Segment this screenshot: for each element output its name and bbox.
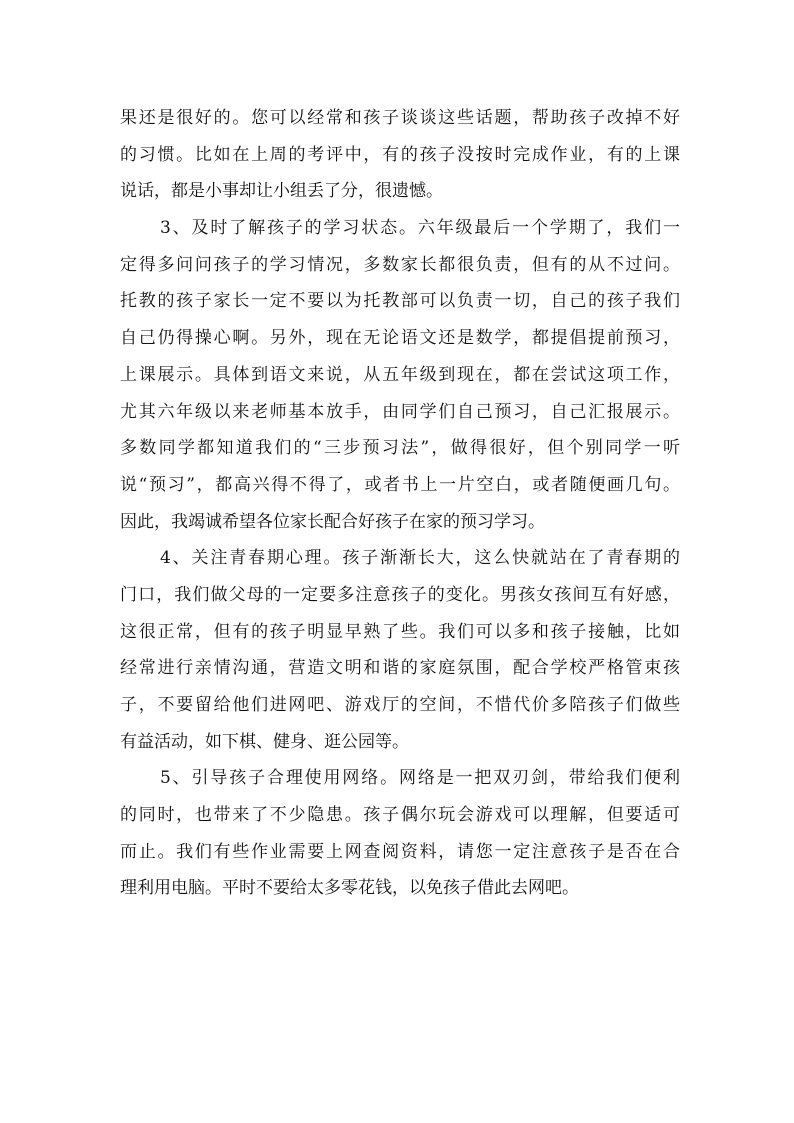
text-line: 因此，我竭诚希望各位家长配合好孩子在家的预习学习。 bbox=[120, 511, 545, 532]
text-line: 说“预习”，都高兴得不得了，或者书上一片空白，或者随便画几句。 bbox=[120, 474, 680, 495]
text-line: 经常进行亲情沟通，营造文明和谐的家庭氛围，配合学校严格管束孩 bbox=[120, 658, 680, 679]
text-line: 说话，都是小事却让小组丢了分，很遗憾。 bbox=[120, 181, 443, 202]
document-body bbox=[120, 100, 680, 907]
text-line: 这很正常，但有的孩子明显早熟了些。我们可以多和孩子接触，比如 bbox=[120, 621, 680, 642]
text-line: 自己仍得操心啊。另外，现在无论语文还是数学，都提倡提前预习， bbox=[120, 328, 680, 349]
paragraph-4-first-line: 4、关注青春期心理。孩子渐渐长大，这么快就站在了青春期的 bbox=[160, 548, 680, 569]
text-line: 果还是很好的。您可以经常和孩子谈谈这些话题，帮助孩子改掉不好 bbox=[120, 108, 680, 128]
text-line: 门口，我们做父母的一定要多注意孩子的变化。男孩女孩间互有好感， bbox=[120, 584, 680, 605]
text-line: 有益活动，如下棋、健身、逛公园等。 bbox=[120, 731, 409, 752]
text-line: 上课展示。具体到语文来说，从五年级到现在，都在尝试这项工作， bbox=[120, 364, 680, 385]
text-line: 子，不要留给他们进网吧、游戏厅的空间，不惜代价多陪孩子们做些 bbox=[120, 695, 680, 715]
text-line: 多数同学都知道我们的“三步预习法”，做得很好，但个别同学一听 bbox=[120, 438, 680, 459]
text-line: 定得多问问孩子的学习情况，多数家长都很负责，但有的从不过问。 bbox=[120, 254, 680, 275]
text-line: 尤其六年级以来老师基本放手，由同学们自己预习，自己汇报展示。 bbox=[120, 401, 680, 422]
paragraph-3-first-line: 3、及时了解孩子的学习状态。六年级最后一个学期了，我们一 bbox=[160, 218, 680, 239]
text-line: 的习惯。比如在上周的考评中，有的孩子没按时完成作业，有的上课 bbox=[120, 144, 680, 165]
text-line: 的同时，也带来了不少隐患。孩子偶尔玩会游戏可以理解，但要适可 bbox=[120, 805, 680, 826]
text-line: 理利用电脑。平时不要给太多零花钱，以免孩子借此去网吧。 bbox=[120, 878, 579, 899]
text-line: 而止。我们有些作业需要上网查阅资料，请您一定注意孩子是否在合 bbox=[120, 841, 680, 862]
text-line: 托教的孩子家长一定不要以为托教部可以负责一切，自己的孩子我们 bbox=[120, 291, 680, 312]
paragraph-5-first-line: 5、引导孩子合理使用网络。网络是一把双刃剑，带给我们便利 bbox=[160, 768, 680, 789]
